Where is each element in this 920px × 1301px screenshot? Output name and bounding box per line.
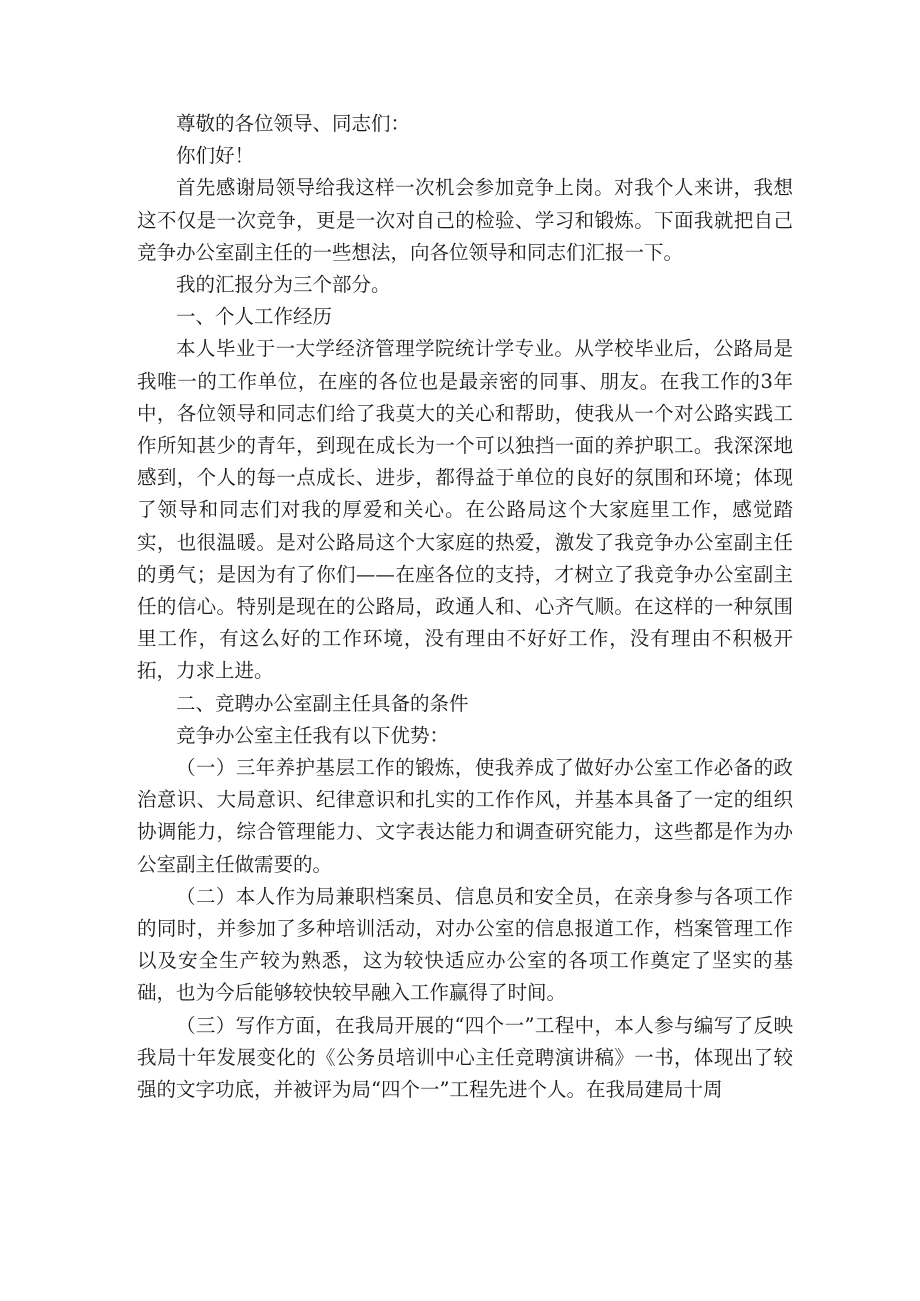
section-heading-1: 一、个人工作经历 <box>176 305 333 329</box>
paragraph-advantages-intro: 竞争办公室主任我有以下优势： <box>176 723 450 747</box>
paragraph-advantage-1: （一）三年养护基层工作的锻炼，使我养成了做好办公室工作必备的政治意识、大局意识、纪律意识和扎实的工作作风，并基本具备了一定的组织协调能力，综合管理能力、文字表达能力和调查研究能力，这些都是作为办公室副主任做需要的。 <box>137 756 793 876</box>
salutation: 尊敬的各位领导、同志们： <box>176 112 411 135</box>
paragraph-outline: 我的汇报分为三个部分。 <box>176 273 391 297</box>
greeting: 你们好！ <box>176 144 255 168</box>
paragraph-intro: 首先感谢局领导给我这样一次机会参加竞争上岗。对我个人来讲，我想这不仅是一次竞争，更是一次对自己的检验、学习和锻炼。下面我就把自己竞争办公室副主任的一些想法，向各位领导和同志们汇报一下。 <box>137 176 793 264</box>
paragraph-advantage-2: （二）本人作为局兼职档案员、信息员和安全员，在亲身参与各项工作的同时，并参加了多种培训活动，对办公室的信息报道工作，档案管理工作以及安全生产较为熟悉，这为较快适应办公室的各项工作奠定了坚实的基础，也为今后能够较快较早融入工作赢得了时间。 <box>137 884 793 1005</box>
section-heading-2: 二、竞聘办公室副主任具备的条件 <box>176 691 469 715</box>
paragraph-advantage-3: （三）写作方面，在我局开展的“四个一”工程中，本人参与编写了反映我局十年发展变化的《公务员培训中心主任竞聘演讲稿》一书，体现出了较强的文字功底，并被评为局“四个一”工程先进个人。在我局建局十周 <box>137 1013 793 1102</box>
document-body <box>137 108 793 1106</box>
paragraph-work-experience: 本人毕业于一大学经济管理学院统计学专业。从学校毕业后，公路局是我唯一的工作单位，在座的各位也是最亲密的同事、朋友。在我工作的3年中，各位领导和同志们给了我莫大的关心和帮助，使我从一个对公路实践工作所知甚少的青年，到现在成长为一个可以独挡一面的养护职工。我深深地感到，个人的每一点成长、进步，都得益于单位的良好的氛围和环境；体现了领导和同志们对我的厚爱和关心。在公路局这个大家庭里工作，感觉踏实，也很温暖。是对公路局这个大家庭的热爱，激发了我竞争办公室副主任的勇气；是因为有了你们——在座各位的支持，才树立了我竞争办公室副主任的信心。特别是现在的公路局，政通人和、心齐气顺。在这样的一种氛围里工作，有这么好的工作环境，没有理由不好好工作，没有理由不积极开拓，力求上进。 <box>137 337 793 683</box>
